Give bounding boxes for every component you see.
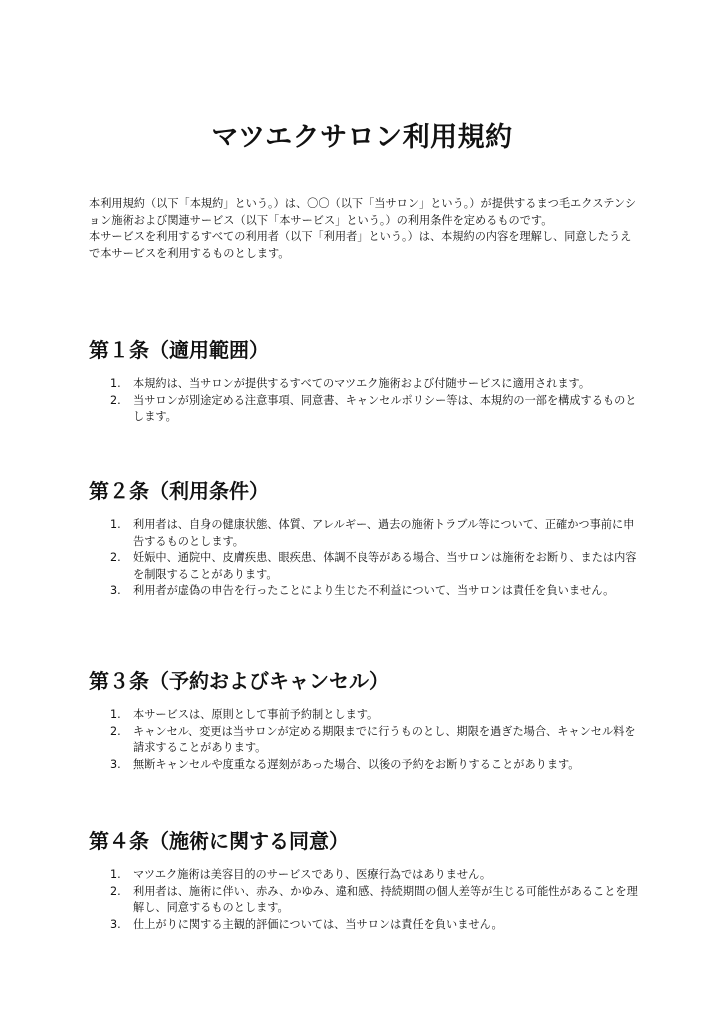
intro-line: 本サービスを利用するすべての利用者（以下「利用者」という。）は、本規約の内容を理解し、同意したうえで本サービスを利用するものとします。 (89, 230, 632, 260)
article-heading: 第３条（予約およびキャンセル） (89, 669, 389, 693)
item-number: 2. (110, 393, 121, 407)
item-text: 利用者が虚偽の申告を行ったことにより生じた不利益について、当サロンは責任を負いません。 (133, 584, 615, 597)
list-item (89, 724, 639, 757)
item-number: 2. (110, 551, 121, 564)
list-item (89, 884, 639, 917)
item-text: 利用者は、施術に伴い、赤み、かゆみ、違和感、持続期間の個人差等が生じる可能性があることを理解し、同意するものとします。 (133, 884, 638, 914)
item-number: 1. (110, 708, 121, 721)
list-item (89, 867, 639, 884)
item-number: 3. (110, 584, 121, 597)
article-3 (89, 667, 639, 773)
list-item (89, 376, 639, 393)
list-item (89, 583, 639, 600)
article-2 (89, 477, 639, 600)
item-text: 無断キャンセルや度重なる遅刻があった場合、以後の予約をお断りすることがあります。 (133, 757, 580, 771)
article-heading: 第４条（施術に関する同意） (89, 829, 349, 853)
list-item (89, 550, 639, 583)
article-list (89, 707, 639, 773)
intro-paragraph (89, 196, 637, 262)
item-number: 3. (110, 757, 121, 771)
article-1 (89, 336, 639, 426)
item-number: 3. (110, 917, 121, 931)
item-text: 仕上がりに関する主観的評価については、当サロンは責任を負いません。 (133, 917, 503, 931)
item-text: 本サービスは、原則として事前予約制とします。 (133, 708, 379, 721)
article-list (89, 517, 639, 600)
item-number: 1. (110, 868, 121, 881)
article-heading: 第１条（適用範囲） (89, 338, 269, 362)
item-text: 利用者は、自身の健康状態、体質、アレルギー、過去の施術トラブル等について、正確かつ事前に申告するものとします。 (133, 518, 635, 548)
list-item (89, 517, 639, 550)
list-item (89, 393, 639, 426)
list-item (89, 757, 639, 774)
item-text: キャンセル、変更は当サロンが定める期限までに行うものとし、期限を過ぎた場合、キャンセル料を請求することがあります。 (133, 724, 636, 754)
intro-line: 本利用規約（以下「本規約」という。）は、〇〇（以下「当サロン」という。）が提供するまつ毛エクステンション施術および関連サービス（以下「本サービス」という。）の利用条件を定めるものです。 (89, 197, 637, 227)
item-number: 2. (110, 884, 121, 898)
item-text: 妊娠中、通院中、皮膚疾患、眼疾患、体調不良等がある場合、当サロンは施術をお断り、または内容を制限することがあります。 (133, 551, 637, 581)
document-title: マツエクサロン利用規約 (211, 122, 513, 153)
article-list (89, 376, 639, 426)
article-heading: 第２条（利用条件） (89, 479, 269, 503)
item-number: 1. (110, 377, 121, 390)
item-text: マツエク施術は美容目的のサービスであり、医療行為ではありません。 (133, 868, 492, 881)
item-text: 本規約は、当サロンが提供するすべてのマツエク施術および付随サービスに適用されます。 (133, 377, 591, 390)
article-4 (89, 827, 639, 933)
item-number: 1. (110, 518, 121, 531)
list-item (89, 917, 639, 934)
item-number: 2. (110, 724, 121, 738)
article-list (89, 867, 639, 933)
list-item (89, 707, 639, 724)
item-text: 当サロンが別途定める注意事項、同意書、キャンセルポリシー等は、本規約の一部を構成するものとします。 (133, 393, 637, 423)
